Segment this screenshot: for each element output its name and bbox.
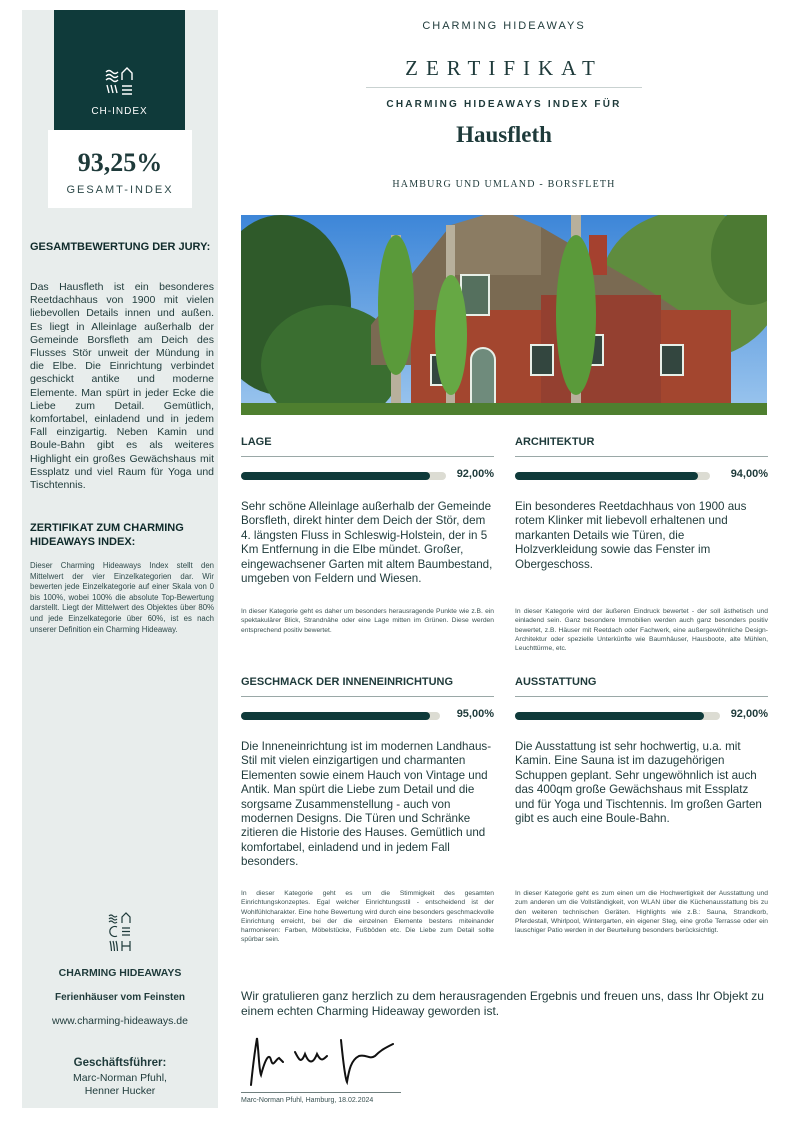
index-info-text: Dieser Charming Hideaways Index stellt den Mittelwert der vier Einzelkategorien dar. Wir bewerten jede Einzelkategorie auf einer Skala von 0 bis 100%, wobei 100% die absolute Top-Bewertung darstellt. Liegt der Mittelwert des Objektes über 80% und jede Einzelkategorie über 60%, ist es nach unserer Definition ein Charming Hideaway. [30,561,214,634]
category-divider [241,696,494,697]
score-box [48,130,192,208]
badge-label: CH-INDEX [91,106,148,117]
category-divider [515,696,768,697]
category-text: Ein besonderes Reetdachhaus von 1900 aus rotem Klinker mit liebevoll erhaltenen und markanten Details wie Türen, die Holzverkleidung sowie das Fenster im Obergeschoss. [515,500,747,571]
category-lage [241,436,494,586]
bar-track [515,712,720,720]
score-bar [241,706,494,730]
sidebar [22,10,218,1108]
footer-url[interactable]: www.charming-hideaways.de [52,1015,188,1027]
category-architektur [515,436,768,572]
closing-text: Wir gratulieren ganz herzlich zu dem herausragenden Ergebnis und freuen uns, dass Ihr Objekt zu einem echten Charming Hideaway geworden ist. [241,989,764,1018]
category-note: In dieser Kategorie wird der äußeren Eindruck bewertet - der soll ästhetisch und einladend sein. Ganz besondere Immobilien werden auch ganz besonders positiv bewertet, z.B. Häuser mit Reetdach oder Fachwerk, eine außergewöhnliche Design-Architektur oder spezielle Unterkünfte wie Baumhäuser, Hausboote, alte Mühlen, Leuchttürme, etc. [515,608,768,653]
signature-caption: Marc-Norman Pfuhl, Hamburg, 18.02.2024 [241,1097,374,1104]
footer-ceo-2: Henner Hucker [84,1085,156,1097]
region: HAMBURG UND UMLAND - BORSFLETH [392,179,616,190]
bar-fill [515,472,698,480]
category-inneneinrichtung [241,676,494,870]
category-ausstattung [515,676,768,826]
category-divider [515,456,768,457]
header-logo [240,20,768,32]
title-divider [366,87,642,88]
score-bar [515,466,768,490]
total-score: 93,25% [77,148,163,177]
footer-ceo-1: Marc-Norman Pfuhl, [73,1072,167,1084]
score-bar [241,466,494,490]
certificate-title: ZERTIFIKAT [405,56,603,80]
bar-track [515,472,710,480]
ch-index-badge [54,10,185,130]
category-note: In dieser Kategorie geht es zum einen um die Hochwertigkeit der Ausstattung und zum anderen um die Vollständigkeit, von WLAN über die Küchenausstattung bis zu den weiteren technischen Geräten. Highlights wie z.B.: Sauna, Strandkorb, Pferdestall, Whirlpool, Wintergarten, ein eigener Steg, eine große Terrasse oder ein lauschiger Patio werden in der Beurteilung besonders berücksichtigt. [515,890,768,935]
bar-fill [241,472,430,480]
footer-tagline: Ferienhäuser vom Feinsten [54,992,186,1003]
place-name: Hausfleth [456,122,552,147]
category-note: In dieser Kategorie geht es um die Stimmigkeit des gesamten Einrichtungskonzeptes. Egal welcher Einrichtungsstil - entscheidend ist der Wohlfühlcharakter. Eine hohe Bewertung wird durch eine besonders geschmackvolle Einrichtung erreicht, bei der die einzelnen Elemente bestens miteinander harmonieren: Farben, Möbelstücke, Fußböden etc. Die Liebe zum Detail sollte spürbar sein. [241,890,494,944]
category-text: Sehr schöne Alleinlage außerhalb der Gemeinde Borsfleth, direkt hinter dem Deich der Stör, dem 4. längsten Fluss in Schleswig-Holstein, der in 5 Km Entfernung in die Elbe mündet. Großer, eingewachsener Garten mit altem Baumbestand, umgeben von Feldern und Wiesen. [241,500,493,586]
index-info-heading: ZERTIFIKAT ZUM CHARMING HIDEAWAYS INDEX: [30,522,184,548]
category-title: LAGE [241,436,272,448]
footer-logo-icon [108,912,132,954]
category-note: In dieser Kategorie geht es daher um besonders herausragende Punkte wie z.B. ein spektakulärer Blick, Strandnähe oder eine Lage mitten im Grünen. Diese werden entsprechend positiv bewertet. [241,608,494,634]
score-value: 92,00% [730,708,768,720]
category-title: GESCHMACK DER INNENEINRICHTUNG [241,676,454,688]
score-value: 92,00% [456,468,494,480]
score-value: 95,00% [456,708,494,720]
footer-ceo-label: Geschäftsführer: [73,1057,167,1069]
brand-logo-icon [104,66,136,96]
bar-track [241,472,446,480]
bar-fill [515,712,704,720]
total-score-label: GESAMT-INDEX [66,184,174,196]
score-value: 94,00% [730,468,768,480]
certificate-subtitle: CHARMING HIDEAWAYS INDEX FÜR [386,99,622,110]
jury-heading: GESAMTBEWERTUNG DER JURY: [30,241,211,253]
category-text: Die Inneneinrichtung ist im modernen Landhaus-Stil mit vielen einzigartigen und charmanten Elementen sowie einem Hauch von Vintage und Antik. Man spürt die Liebe zum Detail und die sorgsame Zusammenstellung - auch von modernen Designs. Die Türen und Schränke zitieren die Historie des Hauses. Gemütlich und komfortabel, einladend und in jedem Fall besonders. [241,740,492,869]
category-title: AUSSTATTUNG [515,676,597,688]
header-logo-text: CHARMING HIDEAWAYS [422,20,586,32]
category-title: ARCHITEKTUR [515,436,595,448]
bar-track [241,712,440,720]
footer-company: CHARMING HIDEAWAYS [58,967,182,979]
signature-image [243,1030,403,1090]
category-divider [241,456,494,457]
jury-text: Das Hausfleth ist ein besonderes Reetdachhaus von 1900 mit vielen liebevollen Details innen und außen. Es liegt in Alleinlage außerhalb der Gemeinde Borsfleth am Deich des Flusses Stör unweit der Mündung in die Elbe. Die Einrichtung verbindet geschickt antike und moderne Elemente. Man spürt in jeder Ecke die Liebe zum Detail. Gemütlich, komfortabel, einladend und in jedem Fall einzigartig. Neben Kamin und Boule-Bahn gibt es als weiteres Highlight ein großes Gewächshaus mit Essplatz und viel Raum für Yoga und Tischtennis. [30,281,214,492]
bar-fill [241,712,430,720]
category-text: Die Ausstattung ist sehr hochwertig, u.a. mit Kamin. Eine Sauna ist im dazugehörigen Schuppen geplant. Sehr ungewöhnlich ist auch das 400qm große Gewächshaus mit Essplatz und für Yoga und Tischtennis. Im großen Garten gibt es auch eine Boule-Bahn. [515,740,762,826]
signature-line [241,1092,401,1093]
score-bar [515,706,768,730]
house-photo [241,215,767,415]
